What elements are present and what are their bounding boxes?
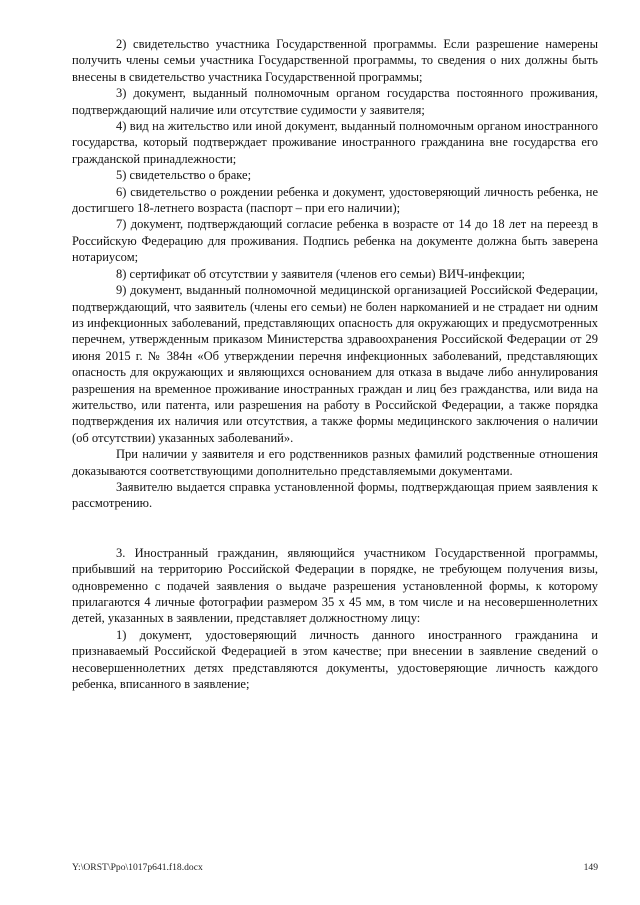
footer-file-path: Y:\ORST\Ppo\1017p641.f18.docx: [72, 862, 203, 873]
paragraph-item-6: 6) свидетельство о рождении ребенка и документ, удостоверяющий личность ребенка, не достигшего 18-летнего возраста (паспорт – при его наличии);: [72, 184, 598, 216]
document-body: [72, 36, 598, 692]
footer-page-number: 149: [583, 862, 598, 873]
paragraph-section-3: 3. Иностранный гражданин, являющийся участником Государственной программы, прибывший на территорию Российской Федерации в порядке, не требующем получения визы, одновременно с подачей заявления о выдаче разрешения установленной формы, к которому прилагаются 4 личные фотографии размером 35 x 45 мм, в том числе и на несовершеннолетних детей, указанных в заявлении, представляет должностному лицу:: [72, 545, 598, 626]
paragraph-item-4: 4) вид на жительство или иной документ, выданный полномочным органом иностранного государства, который подтверждает проживание иностранного гражданина вне государства его гражданской принадлежности;: [72, 119, 598, 166]
paragraph-item-3: 3) документ, выданный полномочным органом государства постоянного проживания, подтверждающий наличие или отсутствие судимости у заявителя;: [72, 86, 598, 117]
paragraph-item-9: 9) документ, выданный полномочной медицинской организацией Российской Федерации, подтверждающий, что заявитель (члены его семьи) не болен наркоманией и не страдает ни одним из инфекционных заболеваний, представляющих опасность для окружающих и предусмотренных перечнем, утвержденным приказом Министерства здравоохранения Российской Федерации от 29 июня 2015 г. № 384н «Об утверждении перечня инфекционных заболеваний, представляющих опасность для окружающих и являющихся основанием для отказа в выдаче либо аннулирования разрешения на временное проживание иностранных граждан и лиц без гражданства, или вида на жительство, или патента, или разрешения на работу в Российской Федерации, а также порядка подтверждения их наличия или отсутствия, а также формы медицинского заключения о наличии (об отсутствии) указанных заболеваний».: [72, 283, 598, 445]
paragraph-item-8: 8) сертификат об отсутствии у заявителя (членов его семьи) ВИЧ-инфекции;: [116, 266, 526, 281]
paragraph-section-3-item-1: 1) документ, удостоверяющий личность данного иностранного гражданина и признаваемый Российской Федерацией в этом качестве; при внесении в заявление сведений о несовершеннолетних детях представляются документы, удостоверяющие личность каждого ребенка, вписанного в заявление;: [72, 627, 598, 692]
paragraph-item-5: 5) свидетельство о браке;: [116, 168, 252, 183]
paragraph-item-2: 2) свидетельство участника Государственной программы. Если разрешение намерены получить члены семьи участника Государственной программы, то сведения о них должны быть внесены в свидетельство участника Государственной программы;: [72, 37, 598, 84]
paragraph-relatives-note: При наличии у заявителя и его родственников разных фамилий родственные отношения доказываются соответствующими дополнительно представляемыми документами.: [72, 447, 598, 478]
section-spacer: [72, 512, 598, 545]
paragraph-item-7: 7) документ, подтверждающий согласие ребенка в возрасте от 14 до 18 лет на переезд в Российскую Федерацию для проживания. Подпись ребенка на документе должна быть заверена нотариусом;: [72, 217, 598, 265]
paragraph-certificate-note: Заявителю выдается справка установленной формы, подтверждающая прием заявления к рассмотрению.: [72, 479, 598, 511]
